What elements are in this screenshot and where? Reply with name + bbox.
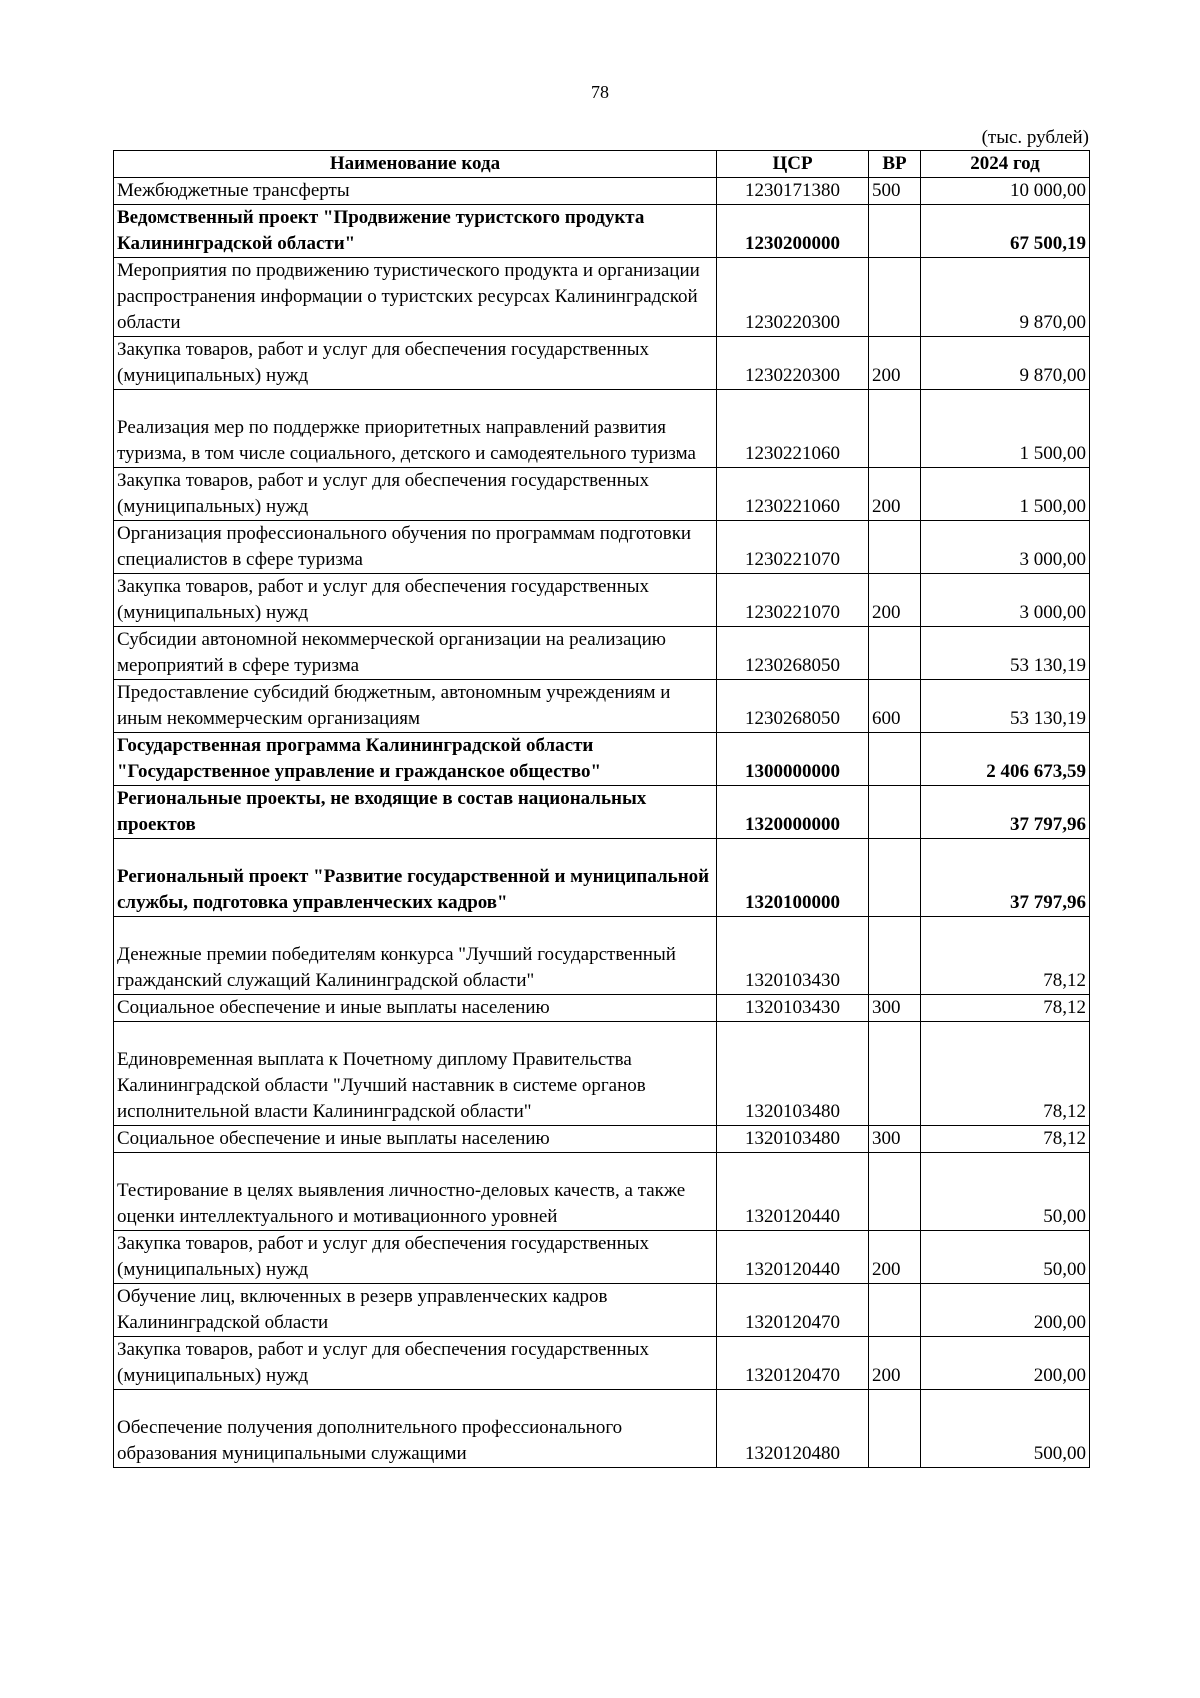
row-vr-cell: 500: [869, 178, 921, 205]
table-row: [114, 1390, 1090, 1468]
row-csr-cell: 1320100000: [717, 839, 869, 917]
row-sum-cell: 200,00: [921, 1284, 1090, 1337]
row-sum-cell: 9 870,00: [921, 337, 1090, 390]
row-csr-cell: 1300000000: [717, 733, 869, 786]
row-vr-cell: 300: [869, 1126, 921, 1153]
row-csr-cell: 1320120480: [717, 1390, 869, 1468]
row-vr-cell: [869, 1153, 921, 1231]
row-vr-cell: [869, 521, 921, 574]
row-sum-cell: 67 500,19: [921, 205, 1090, 258]
row-sum-cell: 500,00: [921, 1390, 1090, 1468]
row-sum-cell: 78,12: [921, 917, 1090, 995]
row-csr-cell: 1230221060: [717, 468, 869, 521]
table-row: [114, 1231, 1090, 1284]
row-csr-cell: 1320120440: [717, 1231, 869, 1284]
row-vr-cell: [869, 1022, 921, 1126]
table-row: [114, 521, 1090, 574]
table-row: [114, 574, 1090, 627]
row-sum-cell: 2 406 673,59: [921, 733, 1090, 786]
table-row: [114, 1022, 1090, 1126]
table-row: [114, 1337, 1090, 1390]
row-name-cell: Закупка товаров, работ и услуг для обеспечения государственных (муниципальных) нужд: [114, 337, 717, 390]
units-label: (тыс. рублей): [981, 127, 1089, 148]
row-csr-cell: 1230220300: [717, 258, 869, 337]
budget-table: [113, 150, 1090, 1468]
row-name-cell: Реализация мер по поддержке приоритетных направлений развития туризма, в том числе социального, детского и самодеятельного туризма: [114, 390, 717, 468]
table-row: [114, 178, 1090, 205]
row-name-cell: Региональный проект "Развитие государственной и муниципальной службы, подготовка управленческих кадров": [114, 839, 717, 917]
table-row: [114, 839, 1090, 917]
page-number: 78: [591, 82, 609, 102]
row-vr-cell: 200: [869, 1337, 921, 1390]
row-sum-cell: 3 000,00: [921, 574, 1090, 627]
table-row: [114, 337, 1090, 390]
row-sum-cell: 50,00: [921, 1153, 1090, 1231]
row-name-cell: Закупка товаров, работ и услуг для обеспечения государственных (муниципальных) нужд: [114, 1231, 717, 1284]
header-name: Наименование кода: [114, 151, 717, 178]
row-name-cell: Закупка товаров, работ и услуг для обеспечения государственных (муниципальных) нужд: [114, 468, 717, 521]
row-vr-cell: [869, 627, 921, 680]
row-csr-cell: 1320103480: [717, 1126, 869, 1153]
table-row: [114, 1126, 1090, 1153]
row-sum-cell: 1 500,00: [921, 390, 1090, 468]
table-body: [114, 178, 1090, 1468]
table-row: [114, 995, 1090, 1022]
row-name-cell: Социальное обеспечение и иные выплаты населению: [114, 995, 717, 1022]
row-vr-cell: [869, 1390, 921, 1468]
header-vr: ВР: [869, 151, 921, 178]
row-sum-cell: 53 130,19: [921, 627, 1090, 680]
row-name-cell: Мероприятия по продвижению туристического продукта и организации распространения информации о туристских ресурсах Калининградской области: [114, 258, 717, 337]
row-vr-cell: [869, 1284, 921, 1337]
row-sum-cell: 10 000,00: [921, 178, 1090, 205]
row-csr-cell: 1320000000: [717, 786, 869, 839]
row-name-cell: Тестирование в целях выявления личностно-деловых качеств, а также оценки интеллектуального и мотивационного уровней: [114, 1153, 717, 1231]
row-vr-cell: 600: [869, 680, 921, 733]
row-csr-cell: 1230171380: [717, 178, 869, 205]
table-row: [114, 680, 1090, 733]
row-vr-cell: 200: [869, 574, 921, 627]
row-vr-cell: [869, 917, 921, 995]
row-vr-cell: 200: [869, 1231, 921, 1284]
row-sum-cell: 37 797,96: [921, 839, 1090, 917]
table-row: [114, 205, 1090, 258]
row-sum-cell: 78,12: [921, 1126, 1090, 1153]
row-vr-cell: 300: [869, 995, 921, 1022]
table-row: [114, 786, 1090, 839]
row-vr-cell: [869, 390, 921, 468]
row-vr-cell: 200: [869, 468, 921, 521]
row-sum-cell: 78,12: [921, 995, 1090, 1022]
row-vr-cell: [869, 205, 921, 258]
row-vr-cell: [869, 839, 921, 917]
row-vr-cell: [869, 786, 921, 839]
table-row: [114, 390, 1090, 468]
row-sum-cell: 1 500,00: [921, 468, 1090, 521]
table-row: [114, 733, 1090, 786]
row-sum-cell: 9 870,00: [921, 258, 1090, 337]
row-name-cell: Обеспечение получения дополнительного профессионального образования муниципальными служащими: [114, 1390, 717, 1468]
row-sum-cell: 50,00: [921, 1231, 1090, 1284]
table-row: [114, 468, 1090, 521]
header-year: 2024 год: [921, 151, 1090, 178]
row-name-cell: Организация профессионального обучения по программам подготовки специалистов в сфере туризма: [114, 521, 717, 574]
row-csr-cell: 1230268050: [717, 680, 869, 733]
row-csr-cell: 1230268050: [717, 627, 869, 680]
table-header-row: [114, 151, 1090, 178]
row-sum-cell: 37 797,96: [921, 786, 1090, 839]
row-name-cell: Обучение лиц, включенных в резерв управленческих кадров Калининградской области: [114, 1284, 717, 1337]
row-name-cell: Государственная программа Калининградской области "Государственное управление и гражданское общество": [114, 733, 717, 786]
table-row: [114, 1284, 1090, 1337]
row-sum-cell: 78,12: [921, 1022, 1090, 1126]
row-name-cell: Субсидии автономной некоммерческой организации на реализацию мероприятий в сфере туризма: [114, 627, 717, 680]
row-vr-cell: [869, 258, 921, 337]
row-name-cell: Единовременная выплата к Почетному диплому Правительства Калининградской области "Лучший наставник в системе органов исполнительной власти Калининградской области": [114, 1022, 717, 1126]
row-csr-cell: 1320120470: [717, 1337, 869, 1390]
row-csr-cell: 1320120440: [717, 1153, 869, 1231]
row-csr-cell: 1320103430: [717, 917, 869, 995]
table-row: [114, 258, 1090, 337]
row-vr-cell: 200: [869, 337, 921, 390]
row-csr-cell: 1230221070: [717, 574, 869, 627]
row-csr-cell: 1230200000: [717, 205, 869, 258]
row-csr-cell: 1230221060: [717, 390, 869, 468]
row-name-cell: Денежные премии победителям конкурса "Лучший государственный гражданский служащий Калининградской области": [114, 917, 717, 995]
row-csr-cell: 1320103480: [717, 1022, 869, 1126]
row-name-cell: Региональные проекты, не входящие в состав национальных проектов: [114, 786, 717, 839]
row-csr-cell: 1320103430: [717, 995, 869, 1022]
row-name-cell: Закупка товаров, работ и услуг для обеспечения государственных (муниципальных) нужд: [114, 1337, 717, 1390]
table-row: [114, 627, 1090, 680]
row-sum-cell: 200,00: [921, 1337, 1090, 1390]
table-row: [114, 1153, 1090, 1231]
row-name-cell: Закупка товаров, работ и услуг для обеспечения государственных (муниципальных) нужд: [114, 574, 717, 627]
row-csr-cell: 1230221070: [717, 521, 869, 574]
header-csr: ЦСР: [717, 151, 869, 178]
row-csr-cell: 1230220300: [717, 337, 869, 390]
row-name-cell: Социальное обеспечение и иные выплаты населению: [114, 1126, 717, 1153]
row-name-cell: Межбюджетные трансферты: [114, 178, 717, 205]
row-csr-cell: 1320120470: [717, 1284, 869, 1337]
row-name-cell: Ведомственный проект "Продвижение туристского продукта Калининградской области": [114, 205, 717, 258]
row-sum-cell: 3 000,00: [921, 521, 1090, 574]
table-row: [114, 917, 1090, 995]
row-name-cell: Предоставление субсидий бюджетным, автономным учреждениям и иным некоммерческим организациям: [114, 680, 717, 733]
row-sum-cell: 53 130,19: [921, 680, 1090, 733]
row-vr-cell: [869, 733, 921, 786]
